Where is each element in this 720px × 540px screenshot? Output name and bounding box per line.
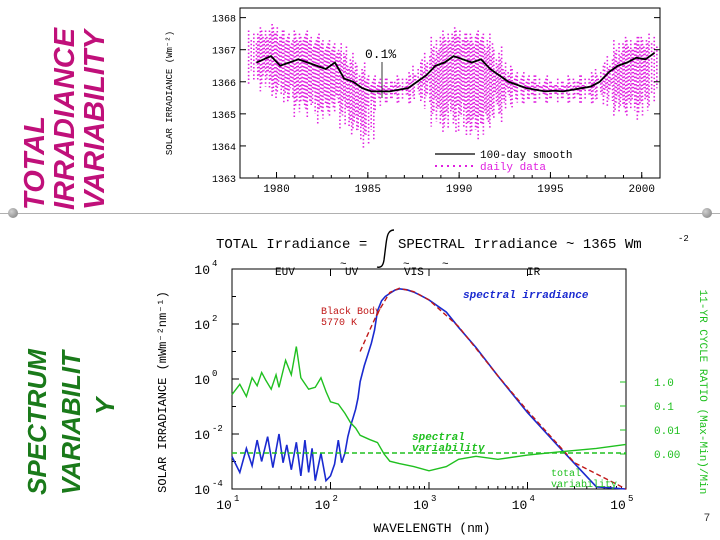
blackbody-label-1: Black Body <box>321 307 382 318</box>
region-vis: VIS <box>404 267 424 279</box>
label-top-line-2: IRRADIANCE <box>49 27 81 210</box>
chart1-y-axis-label: SOLAR IRRADIANCE (Wm⁻²) <box>165 30 175 156</box>
chart2-y-tick-exponent: -4 <box>212 479 223 489</box>
chart2-y-tick-label: 10 <box>194 483 210 498</box>
chart1-y-tick-label: 1368 <box>211 14 236 26</box>
label-bottom-line-1: SPECTRUM <box>22 349 52 495</box>
chart2-x-tick-label: 10 <box>314 498 331 513</box>
chart2-right-tick-label: 0.01 <box>654 426 681 438</box>
chart2-title-prefix: TOTAL Irradiance = <box>216 237 368 253</box>
chart2-y-tick-label: 10 <box>194 263 210 278</box>
chart2-right-axis-label: 11-YR CYCLE RATIO (Max-Min)/Min <box>696 289 708 495</box>
chart2-y-tick-label: 10 <box>194 428 210 443</box>
chart1-y-tick-label: 1363 <box>211 175 236 186</box>
chart2-title-exponent: -2 <box>678 234 689 244</box>
chart2-x-tick-exponent: 3 <box>431 494 437 504</box>
chart2-x-tick-label: 10 <box>413 498 429 513</box>
chart2-right-tick-label: 0.1 <box>654 402 674 414</box>
chart2-right-tick-label: 1.0 <box>654 378 674 390</box>
chart2-x-tick-exponent: 2 <box>332 494 338 504</box>
blackbody-label-2: 5770 K <box>321 318 358 329</box>
chart1-y-tick-label: 1366 <box>211 78 236 90</box>
chart1-y-tick-label: 1364 <box>211 142 236 154</box>
chart2-x-tick-label: 10 <box>511 498 528 513</box>
chart2-y-tick-exponent: -2 <box>212 424 223 434</box>
spectral-variability-label-2: variability <box>412 443 485 455</box>
chart2-x-tick-label: 10 <box>610 498 626 513</box>
label-bottom-line-2: VARIABILIT <box>56 351 86 495</box>
chart2-title-suffix: SPECTRAL Irradiance ~ 1365 Wm <box>398 237 642 253</box>
chart2-x-tick-exponent: 4 <box>529 494 535 504</box>
region-separator: ~ <box>442 259 449 271</box>
region-euv: EUV <box>275 267 295 279</box>
chart1-x-tick-label: 1985 <box>354 184 382 196</box>
region-separator: ~ <box>403 259 410 271</box>
chart2-y-tick-label: 10 <box>194 318 210 333</box>
percent-annotation: 0.1% <box>365 47 397 62</box>
chart2-x-tick-exponent: 1 <box>234 494 240 504</box>
chart1-x-tick-label: 2000 <box>628 184 655 196</box>
chart1-y-tick-label: 1365 <box>211 110 236 122</box>
chart2-right-tick-label: 0.00 <box>654 450 681 462</box>
chart1-x-tick-label: 1995 <box>537 184 564 196</box>
chart2-y-tick-label: 10 <box>194 373 210 388</box>
total-irradiance-chart <box>0 0 720 210</box>
region-separator: ~ <box>340 259 347 271</box>
page-number: 7 <box>703 512 710 524</box>
spectral-irradiance-chart <box>0 214 720 540</box>
label-top-line-1: TOTAL <box>19 116 51 210</box>
label-bottom-line-3: Y <box>90 397 120 415</box>
chart2-y-tick-exponent: 2 <box>212 314 218 324</box>
chart1-x-tick-label: 1980 <box>263 184 290 196</box>
total-variability-label-2: variability <box>551 480 618 491</box>
chart2-x-tick-label: 10 <box>216 498 232 513</box>
legend-daily-label: daily data <box>480 162 547 174</box>
chart2-x-tick-exponent: 5 <box>628 494 634 504</box>
region-ir: IR <box>527 267 541 279</box>
total-variability-label-1: total <box>551 469 582 480</box>
chart1-x-tick-label: 1990 <box>445 184 473 196</box>
chart2-y-axis-label: SOLAR IRRADIANCE (mWm⁻²nm⁻¹) <box>156 291 170 493</box>
chart2-y-tick-exponent: 0 <box>212 369 218 379</box>
region-uv: UV <box>345 267 359 279</box>
legend-smooth-label: 100-day smooth <box>480 150 573 162</box>
chart1-y-tick-label: 1367 <box>211 46 236 58</box>
chart2-y-tick-exponent: 4 <box>212 259 218 269</box>
spectral-irradiance-label: spectral irradiance <box>463 290 589 302</box>
chart2-x-axis-label: WAVELENGTH (nm) <box>373 521 491 536</box>
spectral-variability-label-1: spectral <box>412 432 465 444</box>
label-top-line-3: VARIABILITY <box>79 30 111 210</box>
